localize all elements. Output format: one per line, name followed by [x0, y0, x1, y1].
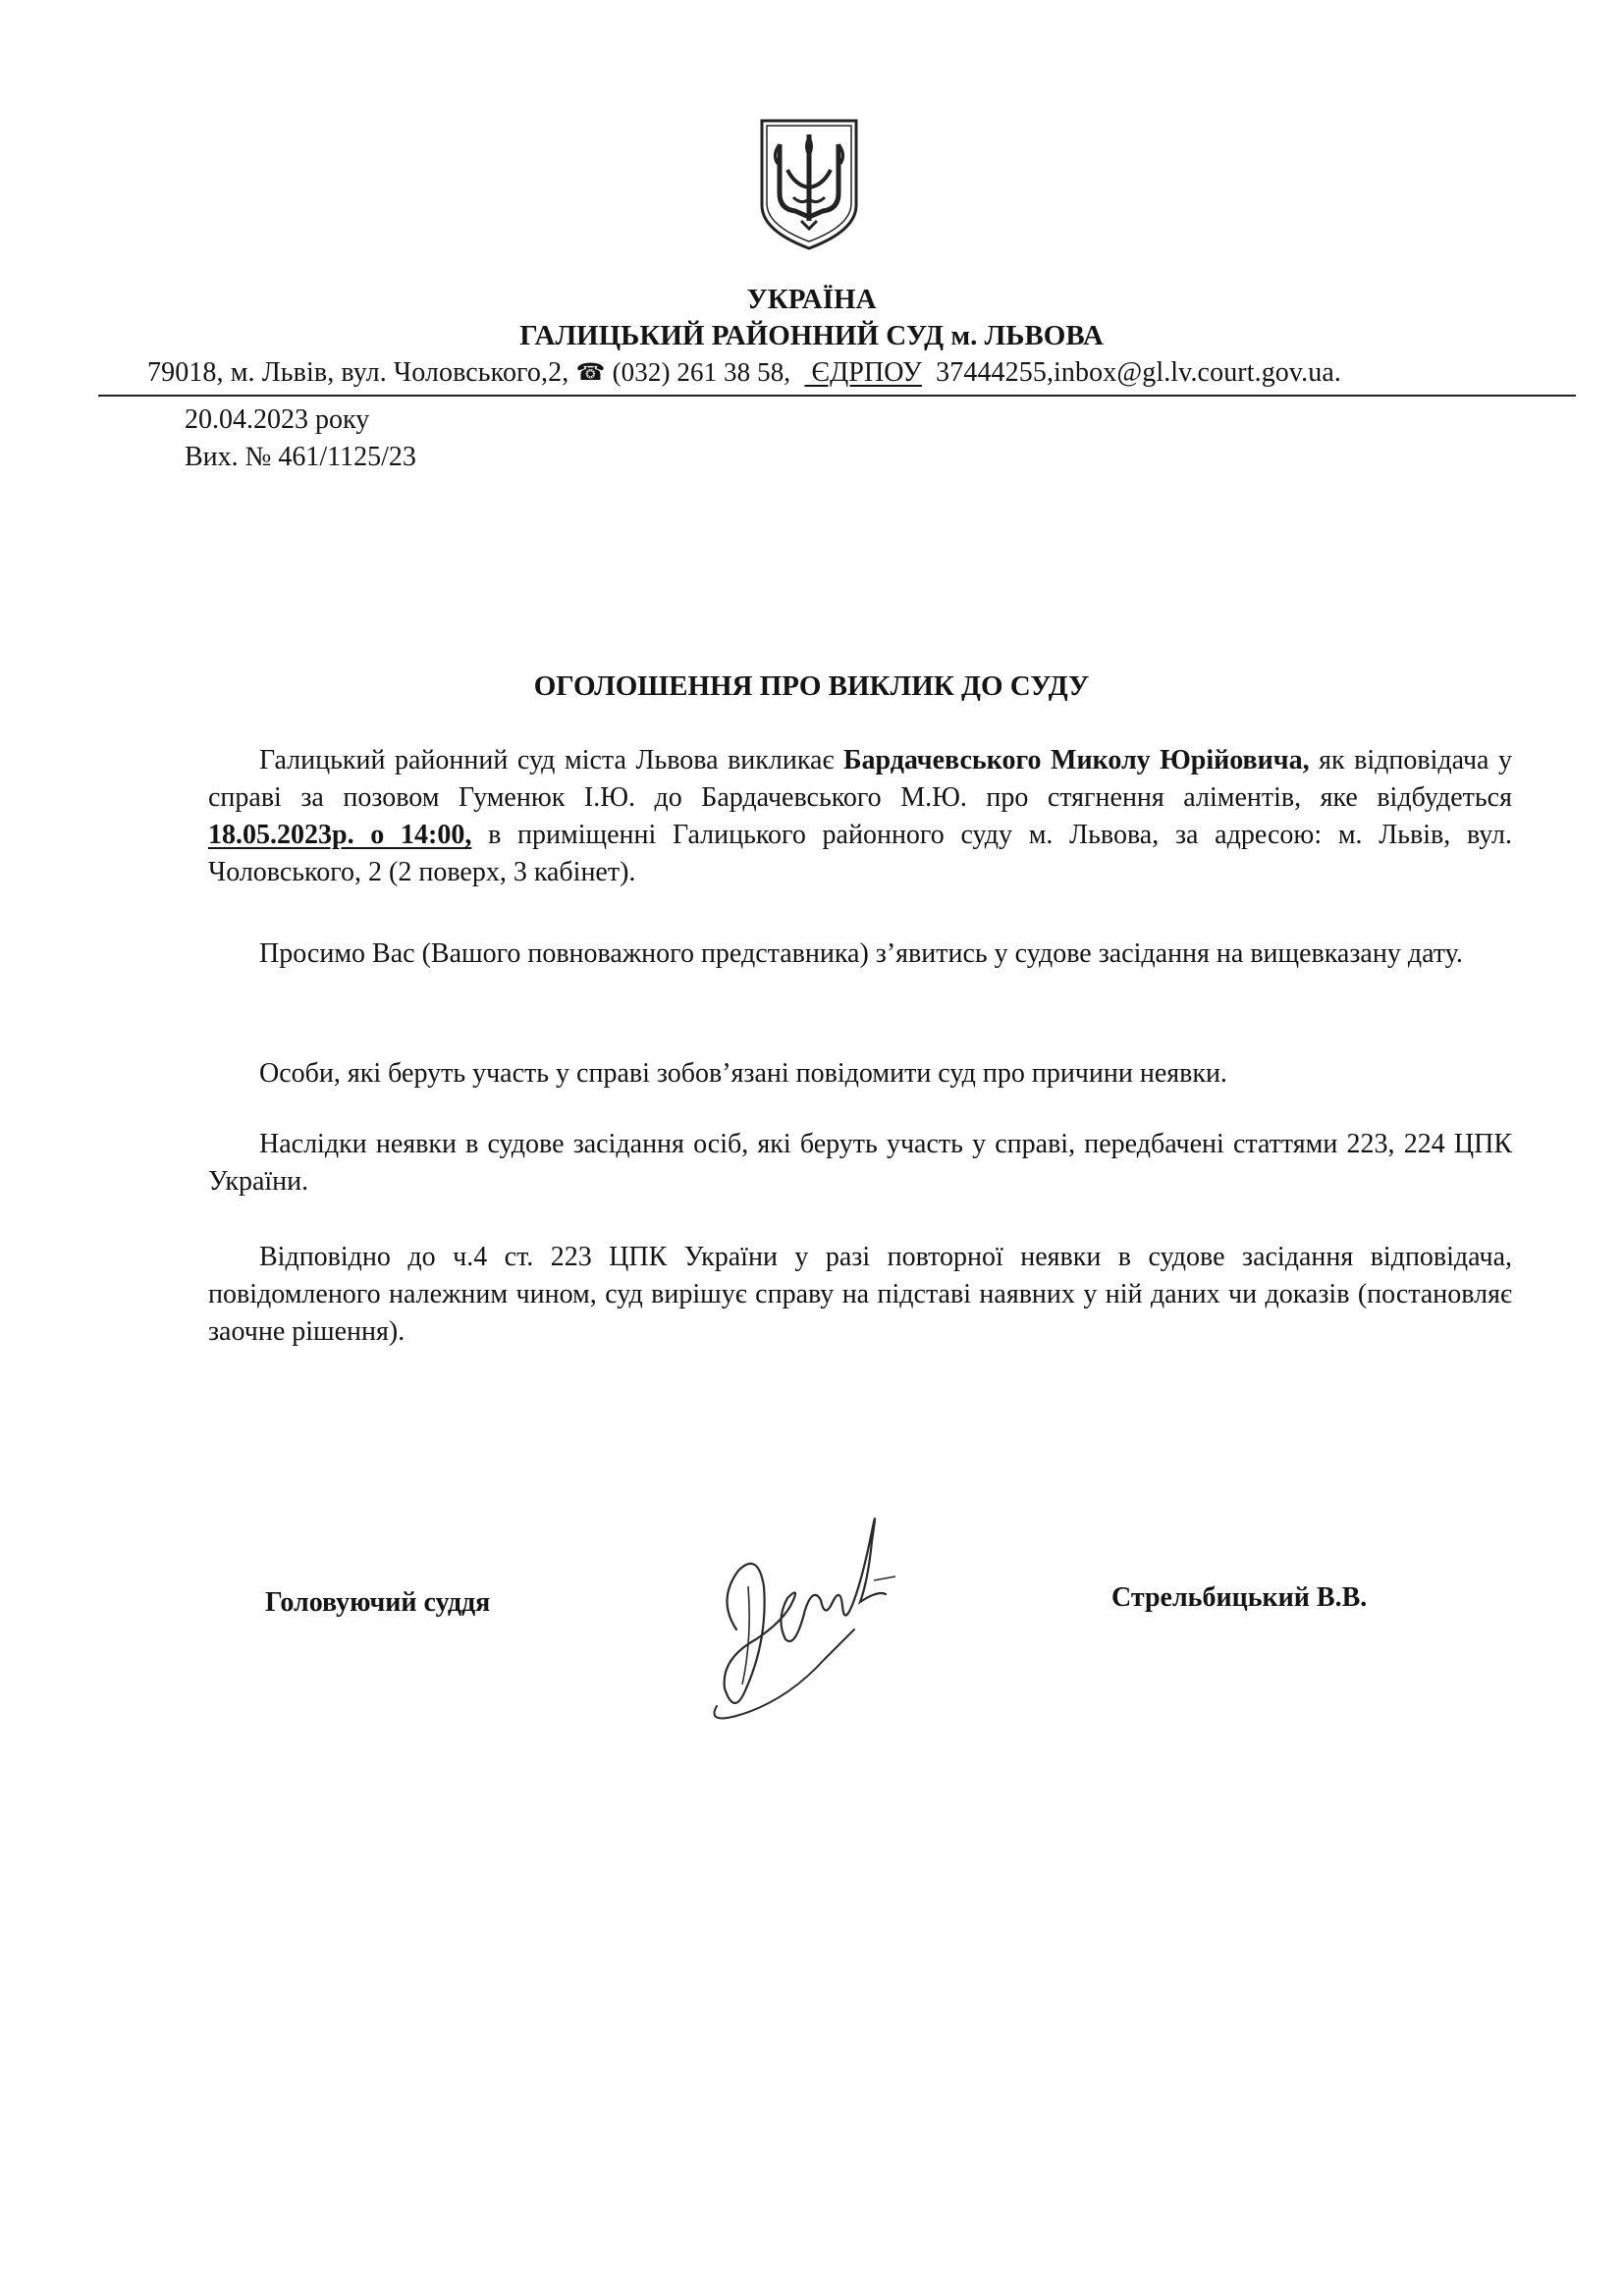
signatory-name: Стрельбицький В.В.: [1111, 1582, 1368, 1613]
hearing-datetime: 18.05.2023р. о 14:00,: [208, 820, 472, 850]
edrpou-code-email: 37444255,inbox@gl.lv.court.gov.ua.: [936, 357, 1342, 388]
edrpou-label: ЄДРПОУ: [811, 357, 922, 388]
court-address: 79018, м. Львів, вул. Чоловського,2,: [147, 357, 569, 388]
country-name: УКРАЇНА: [746, 284, 877, 315]
paragraph-consequences: Наслідки неявки в судове засідання осіб, які беруть участь у справі, передбачені статтями 223, 224 ЦПК України.: [208, 1129, 1512, 1197]
court-name: ГАЛИЦЬКИЙ РАЙОННИЙ СУД м. ЛЬВОВА: [519, 320, 1104, 351]
signatory-role: Головуючий суддя: [265, 1587, 491, 1618]
coat-of-arms-icon: [750, 115, 868, 252]
defendant-name: Бардачевського Миколу Юрійовича,: [843, 745, 1310, 775]
handwritten-signature-icon: [677, 1492, 923, 1737]
court-phone: (032) 261 38 58,: [612, 357, 791, 387]
paragraph-request: Просимо Вас (Вашого повноважного представника) з’явитись у судове засідання на вищевказану дату.: [259, 938, 1463, 969]
document-title: ОГОЛОШЕННЯ ПРО ВИКЛИК ДО СУДУ: [533, 670, 1090, 702]
paragraph-notice: Особи, які беруть участь у справі зобов’язані повідомити суд про причини неявки.: [259, 1058, 1227, 1089]
header-divider: [98, 395, 1576, 397]
outgoing-number: Вих. № 461/1125/23: [185, 442, 416, 472]
paragraph-summons: Галицький районний суд міста Львова викликає Бардачевського Миколу Юрійовича, як відповідача у справі за позовом Гуменюк І.Ю. до Бардачевського М.Ю. про стягнення аліментів, яке відбудеться 18.05.2023р. о 14:00, в приміщенні Галицького районного суду м. Львова, за адресою: м. Львів, вул. Чоловського, 2 (2 поверх, 3 кабінет).: [208, 745, 1513, 887]
court-contacts: [147, 357, 1576, 389]
document-date: 20.04.2023 року: [185, 404, 370, 435]
paragraph-legal-basis: Відповідно до ч.4 ст. 223 ЦПК України у разі повторної неявки в судове засідання відповідача, повідомленого належним чином, суд вирішує справу на підставі наявних у ній даних чи доказів (постановляє заочне рішення).: [208, 1242, 1512, 1347]
telephone-icon: ☎: [575, 360, 606, 386]
